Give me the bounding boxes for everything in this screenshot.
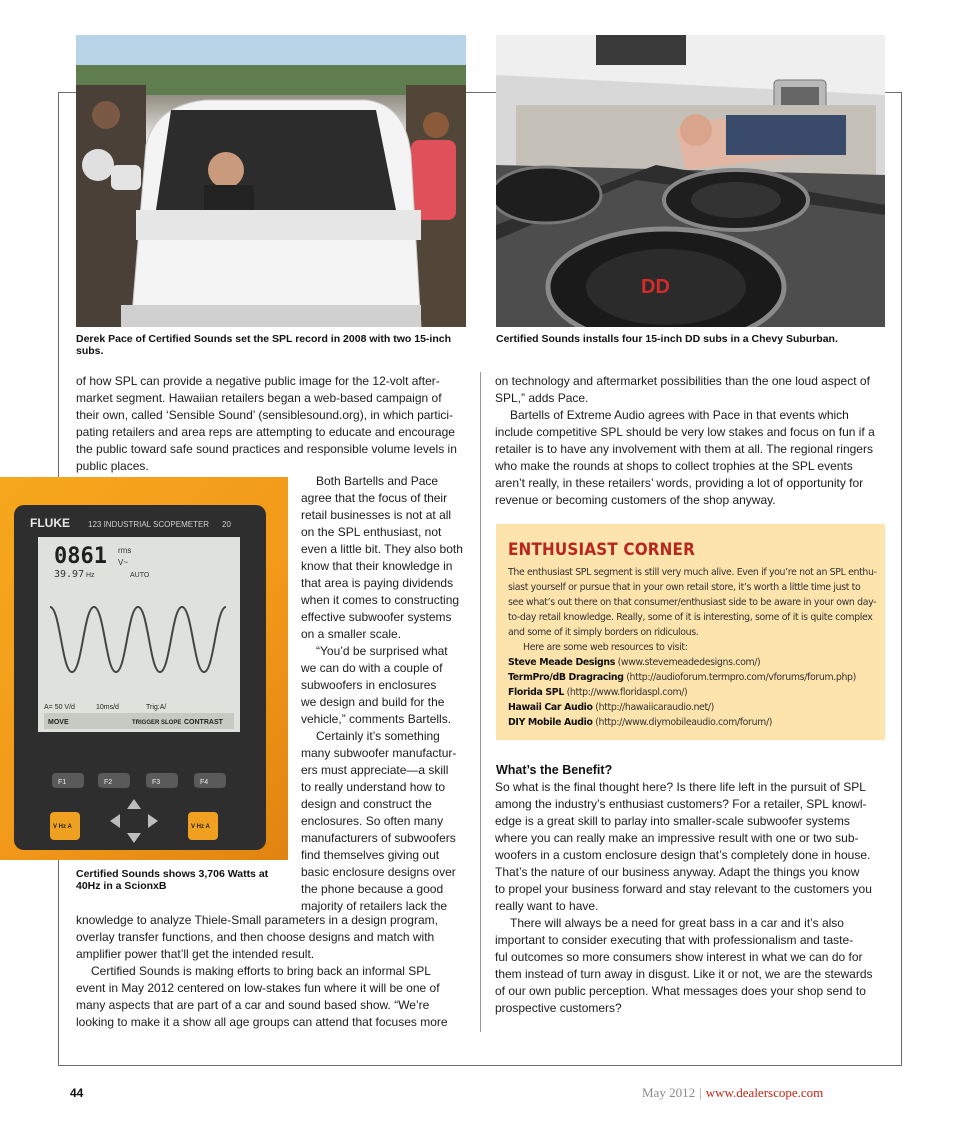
- resource-url[interactable]: (http://www.floridaspl.com/): [566, 687, 688, 698]
- sidebar-text-line: siast yourself or pursue that in your own retail store, it’s worth a little time just to: [508, 582, 861, 593]
- text-line: basic enclosure designs over: [301, 865, 456, 879]
- text-line: prospective customers?: [495, 1001, 622, 1015]
- footer-separator: |: [699, 1085, 702, 1100]
- text-line: on a smaller scale.: [301, 627, 402, 641]
- meter-scale: A= 50 V/d: [44, 704, 75, 711]
- text-line: ful outcomes so more consumers show interest in what we can do for: [495, 950, 863, 964]
- text-line: retail businesses is not at all: [301, 508, 452, 522]
- text-line: Both Bartells and Pace: [316, 474, 439, 488]
- text-line: pating retailers and area reps are attempting to educate and encourage: [76, 425, 455, 439]
- left-column-bottom: [76, 912, 471, 1031]
- text-line: on technology and aftermarket possibilities than the one loud aspect of: [495, 374, 870, 388]
- resource-url[interactable]: (http://www.diymobileaudio.com/forum/): [595, 717, 773, 728]
- text-line: we can do with a couple of: [301, 661, 443, 675]
- text-line: important to consider executing that with professionalism and taste-: [495, 933, 854, 947]
- meter-brand: FLUKE: [30, 516, 70, 530]
- resource-name: Florida SPL: [508, 687, 564, 698]
- text-line: when it comes to constructing: [301, 593, 460, 607]
- photo-suburban-subs: [496, 35, 885, 327]
- photo-scopemeter: [0, 477, 288, 860]
- text-line: manufacturers of subwoofers: [301, 831, 456, 845]
- text-line: That’s the nature of our business anyway. Adapt the things you know: [495, 865, 860, 879]
- text-line: the phone because a good: [301, 882, 444, 896]
- resource-name: Steve Meade Designs: [508, 657, 615, 668]
- meter-fkey-2: F2: [104, 779, 113, 786]
- meter-timebase: 10ms/d: [96, 704, 119, 711]
- enthusiast-corner-sidebar: [496, 524, 885, 740]
- resource-termpro[interactable]: [508, 670, 873, 685]
- scopemeter-illustration: [0, 477, 288, 860]
- text-line: aren’t really, in these retailers’ words, providing a lot of opportunity for: [495, 476, 864, 490]
- car-illustration: [76, 35, 466, 327]
- text-line: So what is the final thought here? Is there life left in the pursuit of SPL: [495, 780, 866, 794]
- svg-text:DD: DD: [641, 276, 670, 298]
- meter-reading-unit2: V~: [118, 558, 129, 567]
- text-line: Certainly it’s something: [316, 729, 440, 743]
- text-line: the public toward safe sound practices and responsible volume levels in: [76, 442, 457, 456]
- text-line: find themselves giving out: [301, 848, 440, 862]
- text-line: edge is a great skill to parlay into smaller-scale subwoofer systems: [495, 814, 850, 828]
- text-line: include competitive SPL should be very low stakes and focus on fun if a: [495, 425, 875, 439]
- resource-diy-mobile-audio[interactable]: [508, 715, 873, 730]
- caption-meter-line: 40Hz in a ScionxB: [76, 880, 167, 892]
- sidebar-text-line: see what’s out there on that consumer/enthusiast side to be aware in your own day-: [508, 597, 877, 608]
- resource-name: DIY Mobile Audio: [508, 717, 593, 728]
- caption-suburban-line: Certified Sounds installs four 15-inch DD subs in a Chevy Suburban.: [496, 333, 838, 345]
- resource-url[interactable]: (www.stevemeadedesigns.com/): [617, 657, 761, 668]
- meter-frequency: 39.97: [54, 569, 85, 580]
- resource-steve-meade[interactable]: [508, 655, 873, 670]
- page-number: 44: [70, 1086, 84, 1100]
- suburban-illustration: [496, 35, 885, 327]
- meter-frequency-unit: Hz: [86, 572, 95, 579]
- text-line: amplifier power that’ll get the intended result.: [76, 947, 315, 961]
- column-divider: [480, 372, 481, 1032]
- resource-florida-spl[interactable]: [508, 685, 873, 700]
- text-line: SPL,” adds Pace.: [495, 391, 589, 405]
- text-line: many aspects that are part of a car and sound based show. “We’re: [76, 998, 430, 1012]
- footer-issue-site: [642, 1085, 823, 1101]
- text-line: know that their knowledge in: [301, 559, 453, 573]
- resource-name: TermPro/dB Dragracing: [508, 672, 624, 683]
- resource-name: Hawaii Car Audio: [508, 702, 593, 713]
- caption-suburban: [496, 333, 888, 345]
- sidebar-intro: Here are some web resources to visit:: [523, 642, 688, 653]
- text-line: “You’d be surprised what: [316, 644, 448, 658]
- sidebar-text-line: The enthusiast SPL segment is still very much alive. Even if you’re not an SPL enthu-: [508, 567, 877, 578]
- meter-side-key-left: V Hz A: [53, 824, 72, 830]
- meter-model-suffix: 20: [222, 520, 231, 529]
- meter-side-key-right: V Hz A: [191, 824, 210, 830]
- meter-softkey-move: MOVE: [48, 719, 69, 726]
- resource-hawaii-car-audio[interactable]: [508, 700, 873, 715]
- text-line: who make the rounds at shops to collect trophies at the SPL events: [495, 459, 853, 473]
- meter-softkey-contrast: CONTRAST: [184, 719, 223, 726]
- text-line: Certified Sounds is making efforts to bring back an informal SPL: [91, 964, 431, 978]
- sidebar-title: ENTHUSIAST CORNER: [508, 540, 695, 559]
- text-line: many subwoofer manufactur-: [301, 746, 457, 760]
- text-line: vehicle,” comments Bartells.: [301, 712, 452, 726]
- text-line: woofers in a custom enclosure design that’s completely done in house.: [495, 848, 871, 862]
- right-column-bottom: [495, 779, 887, 1017]
- sidebar-text-line: to-day retail knowledge. Really, some of it is interesting, some of it is quite complex: [508, 612, 873, 623]
- text-line: looking to make it a show all age groups can attend that focuses more: [76, 1015, 448, 1029]
- text-line: knowledge to analyze Thiele-Small parameters in a design program,: [76, 913, 438, 927]
- text-line: to really understand how to: [301, 780, 446, 794]
- text-line: their own, called ‘Sensible Sound’ (sensiblesound.org), in which partici-: [76, 408, 454, 422]
- text-line: of our own public perception. What messages does your shop send to: [495, 984, 866, 998]
- text-line: majority of retailers lack the: [301, 899, 448, 913]
- text-line: them instead of turn away in disgust. Like it or not, we are the stewards: [495, 967, 873, 981]
- text-line: effective subwoofer systems: [301, 610, 452, 624]
- caption-car-line: subs.: [76, 345, 104, 357]
- text-line: public places.: [76, 459, 149, 473]
- text-line: of how SPL can provide a negative public image for the 12-volt after-: [76, 374, 440, 388]
- meter-fkey-1: F1: [58, 779, 67, 786]
- text-line: to propel your business forward and stay relevant to the customers you: [495, 882, 872, 896]
- section-heading-benefit: What’s the Benefit?: [496, 763, 613, 777]
- text-line: that area is paying dividends: [301, 576, 454, 590]
- text-line: Bartells of Extreme Audio agrees with Pace in that events which: [510, 408, 849, 422]
- meter-trigger: Trig:A/: [146, 704, 167, 711]
- meter-fkey-4: F4: [200, 779, 209, 786]
- text-line: ers must appreciate—a skill: [301, 763, 449, 777]
- text-line: overlay transfer functions, and then choose designs and match with: [76, 930, 435, 944]
- left-column-top: [76, 373, 471, 475]
- meter-mode: AUTO: [130, 572, 150, 579]
- text-line: agree that the focus of their: [301, 491, 448, 505]
- text-line: market segment. Hawaiian retailers began a web-based campaign of: [76, 391, 442, 405]
- meter-model: 123 INDUSTRIAL SCOPEMETER: [88, 520, 210, 529]
- left-column-narrow: [301, 473, 473, 915]
- meter-reading-unit: rms: [118, 546, 132, 555]
- text-line: design and construct the: [301, 797, 432, 811]
- text-line: even a little bit. They also both: [301, 542, 463, 556]
- text-line: we design and build for the: [301, 695, 445, 709]
- meter-reading: 0861: [54, 544, 107, 569]
- caption-car-line: Derek Pace of Certified Sounds set the SPL record in 2008 with two 15-inch: [76, 333, 451, 345]
- caption-meter-line: Certified Sounds shows 3,706 Watts at: [76, 868, 269, 880]
- text-line: where you can really make an impressive result with one or two sub-: [495, 831, 859, 845]
- resource-url[interactable]: (http://hawaiicaraudio.net/): [595, 702, 714, 713]
- resource-url[interactable]: (http://audioforum.termpro.com/vforums/forum.php): [626, 672, 856, 683]
- text-line: on the SPL enthusiast, not: [301, 525, 442, 539]
- right-column-top: [495, 373, 887, 509]
- meter-softkey-trigger: TRIGGER SLOPE: [132, 720, 182, 726]
- text-line: enclosures. So often many: [301, 814, 444, 828]
- text-line: revenue or becoming customers of the shop anyway.: [495, 493, 776, 507]
- meter-fkey-3: F3: [152, 779, 161, 786]
- text-line: There will always be a need for great bass in a car and it’s also: [510, 916, 844, 930]
- caption-meter: [76, 868, 290, 892]
- sidebar-text-line: and some of it simply borders on ridiculous.: [508, 627, 699, 638]
- text-line: among the industry’s enthusiast customers? For a retailer, SPL knowl-: [495, 797, 867, 811]
- text-line: event in May 2012 centered on low-stakes fun where it will be one of: [76, 981, 440, 995]
- caption-car: [76, 333, 468, 357]
- text-line: retailer is to have any involvement with them at all. The regional ringers: [495, 442, 873, 456]
- text-line: subwoofers in enclosures: [301, 678, 437, 692]
- photo-car-event: [76, 35, 466, 327]
- text-line: really want to have.: [495, 899, 599, 913]
- footer-website-link[interactable]: www.dealerscope.com: [705, 1085, 824, 1100]
- footer-issue: May 2012: [642, 1085, 696, 1100]
